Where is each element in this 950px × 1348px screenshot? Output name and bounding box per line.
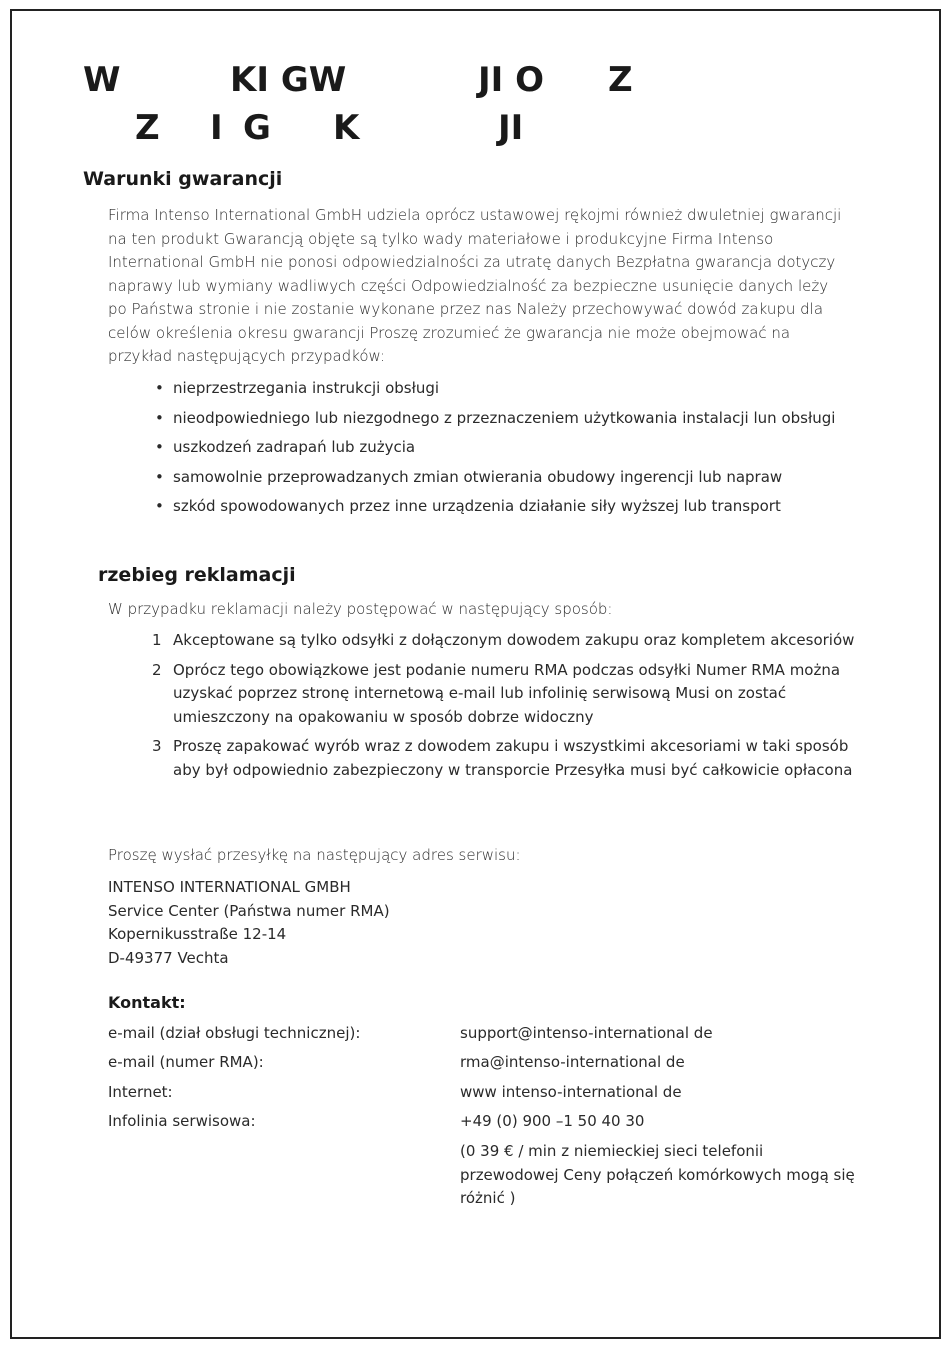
service-address	[108, 876, 390, 970]
contact-label: e-mail (numer RMA):	[108, 1053, 264, 1071]
warranty-paragraph: Firma Intenso International GmbH udziela oprócz ustawowej rękojmi również dwuletniej gwarancji na ten produkt Gwarancją objęte są tylko wady materiałowe i produkcyjne Firma Intenso International GmbH nie ponosi odpowiedzialności za utratę danych Bezpłatna gwarancja dotyczy naprawy lub wymiany wadliwych części Odpowiedzialność za bezpieczne usunięcie danych leży po Państwa stronie i nie zostanie wykonane przez nas Należy przechowywać dowód zakupu dla celów określenia okresu gwarancji Proszę zrozumieć że gwarancja nie może obejmować na przykład następujących przypadków:	[108, 206, 842, 365]
send-to-text: Proszę wysłać przesyłkę na następujący adres serwisu:	[108, 846, 521, 864]
contact-label: Infolinia serwisowa:	[108, 1112, 256, 1130]
exclusions-list	[155, 377, 835, 525]
claims-heading: rzebieg reklamacji	[98, 564, 296, 586]
list-item: • szkód spowodowanych przez inne urządzenia działanie siły wyższej lub transport	[155, 495, 835, 525]
title-fragment: W	[83, 60, 121, 100]
list-item	[152, 659, 872, 730]
hotline-number[interactable]: +49 (0) 900 –1 50 40 30	[460, 1112, 645, 1130]
address-line: Kopernikusstraße 12-14	[108, 925, 287, 943]
title-fragment: KI GW	[230, 60, 347, 100]
bullet-icon: •	[155, 408, 164, 427]
bullet-icon: •	[155, 379, 164, 397]
title-fragment: JI	[498, 108, 524, 148]
rma-email-link[interactable]: rma@intenso-international de	[460, 1053, 685, 1071]
step-text: Proszę zapakować wyrób wraz z dowodem zakupu i wszystkimi akcesoriami w taki sposób aby był odpowiednio zabezpieczony w transporcie Przesyłka musi być całkowicie opłacona	[173, 737, 853, 779]
website-link[interactable]: www intenso-international de	[460, 1083, 682, 1101]
bullet-icon: •	[155, 497, 164, 515]
title-fragment: Z	[135, 108, 160, 148]
address-line: D-49377 Vechta	[108, 948, 229, 967]
contact-heading: Kontakt:	[108, 993, 186, 1012]
title-fragment: K	[333, 108, 360, 148]
title-fragment: Z	[608, 60, 633, 100]
hotline-price-note: (0 39 € / min z niemieckiej sieci telefonii przewodowej Ceny połączeń komórkowych mogą się różnić )	[460, 1142, 855, 1207]
step-number: 3	[152, 737, 162, 755]
list-item	[152, 629, 872, 653]
list-item: • samowolnie przeprowadzanych zmian otwierania obudowy ingerencji lub napraw	[155, 466, 835, 496]
claims-intro: W przypadku reklamacji należy postępować w następujący sposób:	[108, 600, 613, 618]
contact-label: e-mail (dział obsługi technicznej):	[108, 1024, 361, 1042]
step-text: Akceptowane są tylko odsyłki z dołączonym dowodem zakupu oraz kompletem akcesoriów	[173, 631, 855, 649]
list-item: • uszkodzeń zadrapań lub zużycia	[155, 436, 835, 466]
list-item: • nieodpowiedniego lub niezgodnego z przeznaczeniem użytkowania instalacji lun obsługi	[155, 407, 835, 437]
contact-label: Internet:	[108, 1083, 173, 1101]
list-item: • nieprzestrzegania instrukcji obsługi	[155, 377, 835, 407]
address-line: INTENSO INTERNATIONAL GMBH	[108, 878, 351, 896]
title-fragment: JI O	[478, 60, 545, 100]
title-fragment: G	[243, 108, 271, 148]
bullet-icon: •	[155, 438, 164, 456]
step-number: 1	[152, 631, 162, 649]
list-item	[152, 735, 872, 782]
bullet-icon: •	[155, 467, 164, 486]
title-fragment: I	[210, 108, 223, 148]
step-number: 2	[152, 660, 162, 679]
step-text: Oprócz tego obowiązkowe jest podanie numeru RMA podczas odsyłki Numer RMA można uzyskać poprzez stronę internetową e-mail lub infolinię serwisową Musi on zostać umieszczony na opakowaniu w sposób dobrze widoczny	[173, 660, 841, 726]
claims-steps	[152, 629, 872, 788]
warranty-heading: Warunki gwarancji	[83, 168, 283, 190]
support-email-link[interactable]: support@intenso-international de	[460, 1024, 713, 1042]
address-line: Service Center (Państwa numer RMA)	[108, 901, 390, 920]
